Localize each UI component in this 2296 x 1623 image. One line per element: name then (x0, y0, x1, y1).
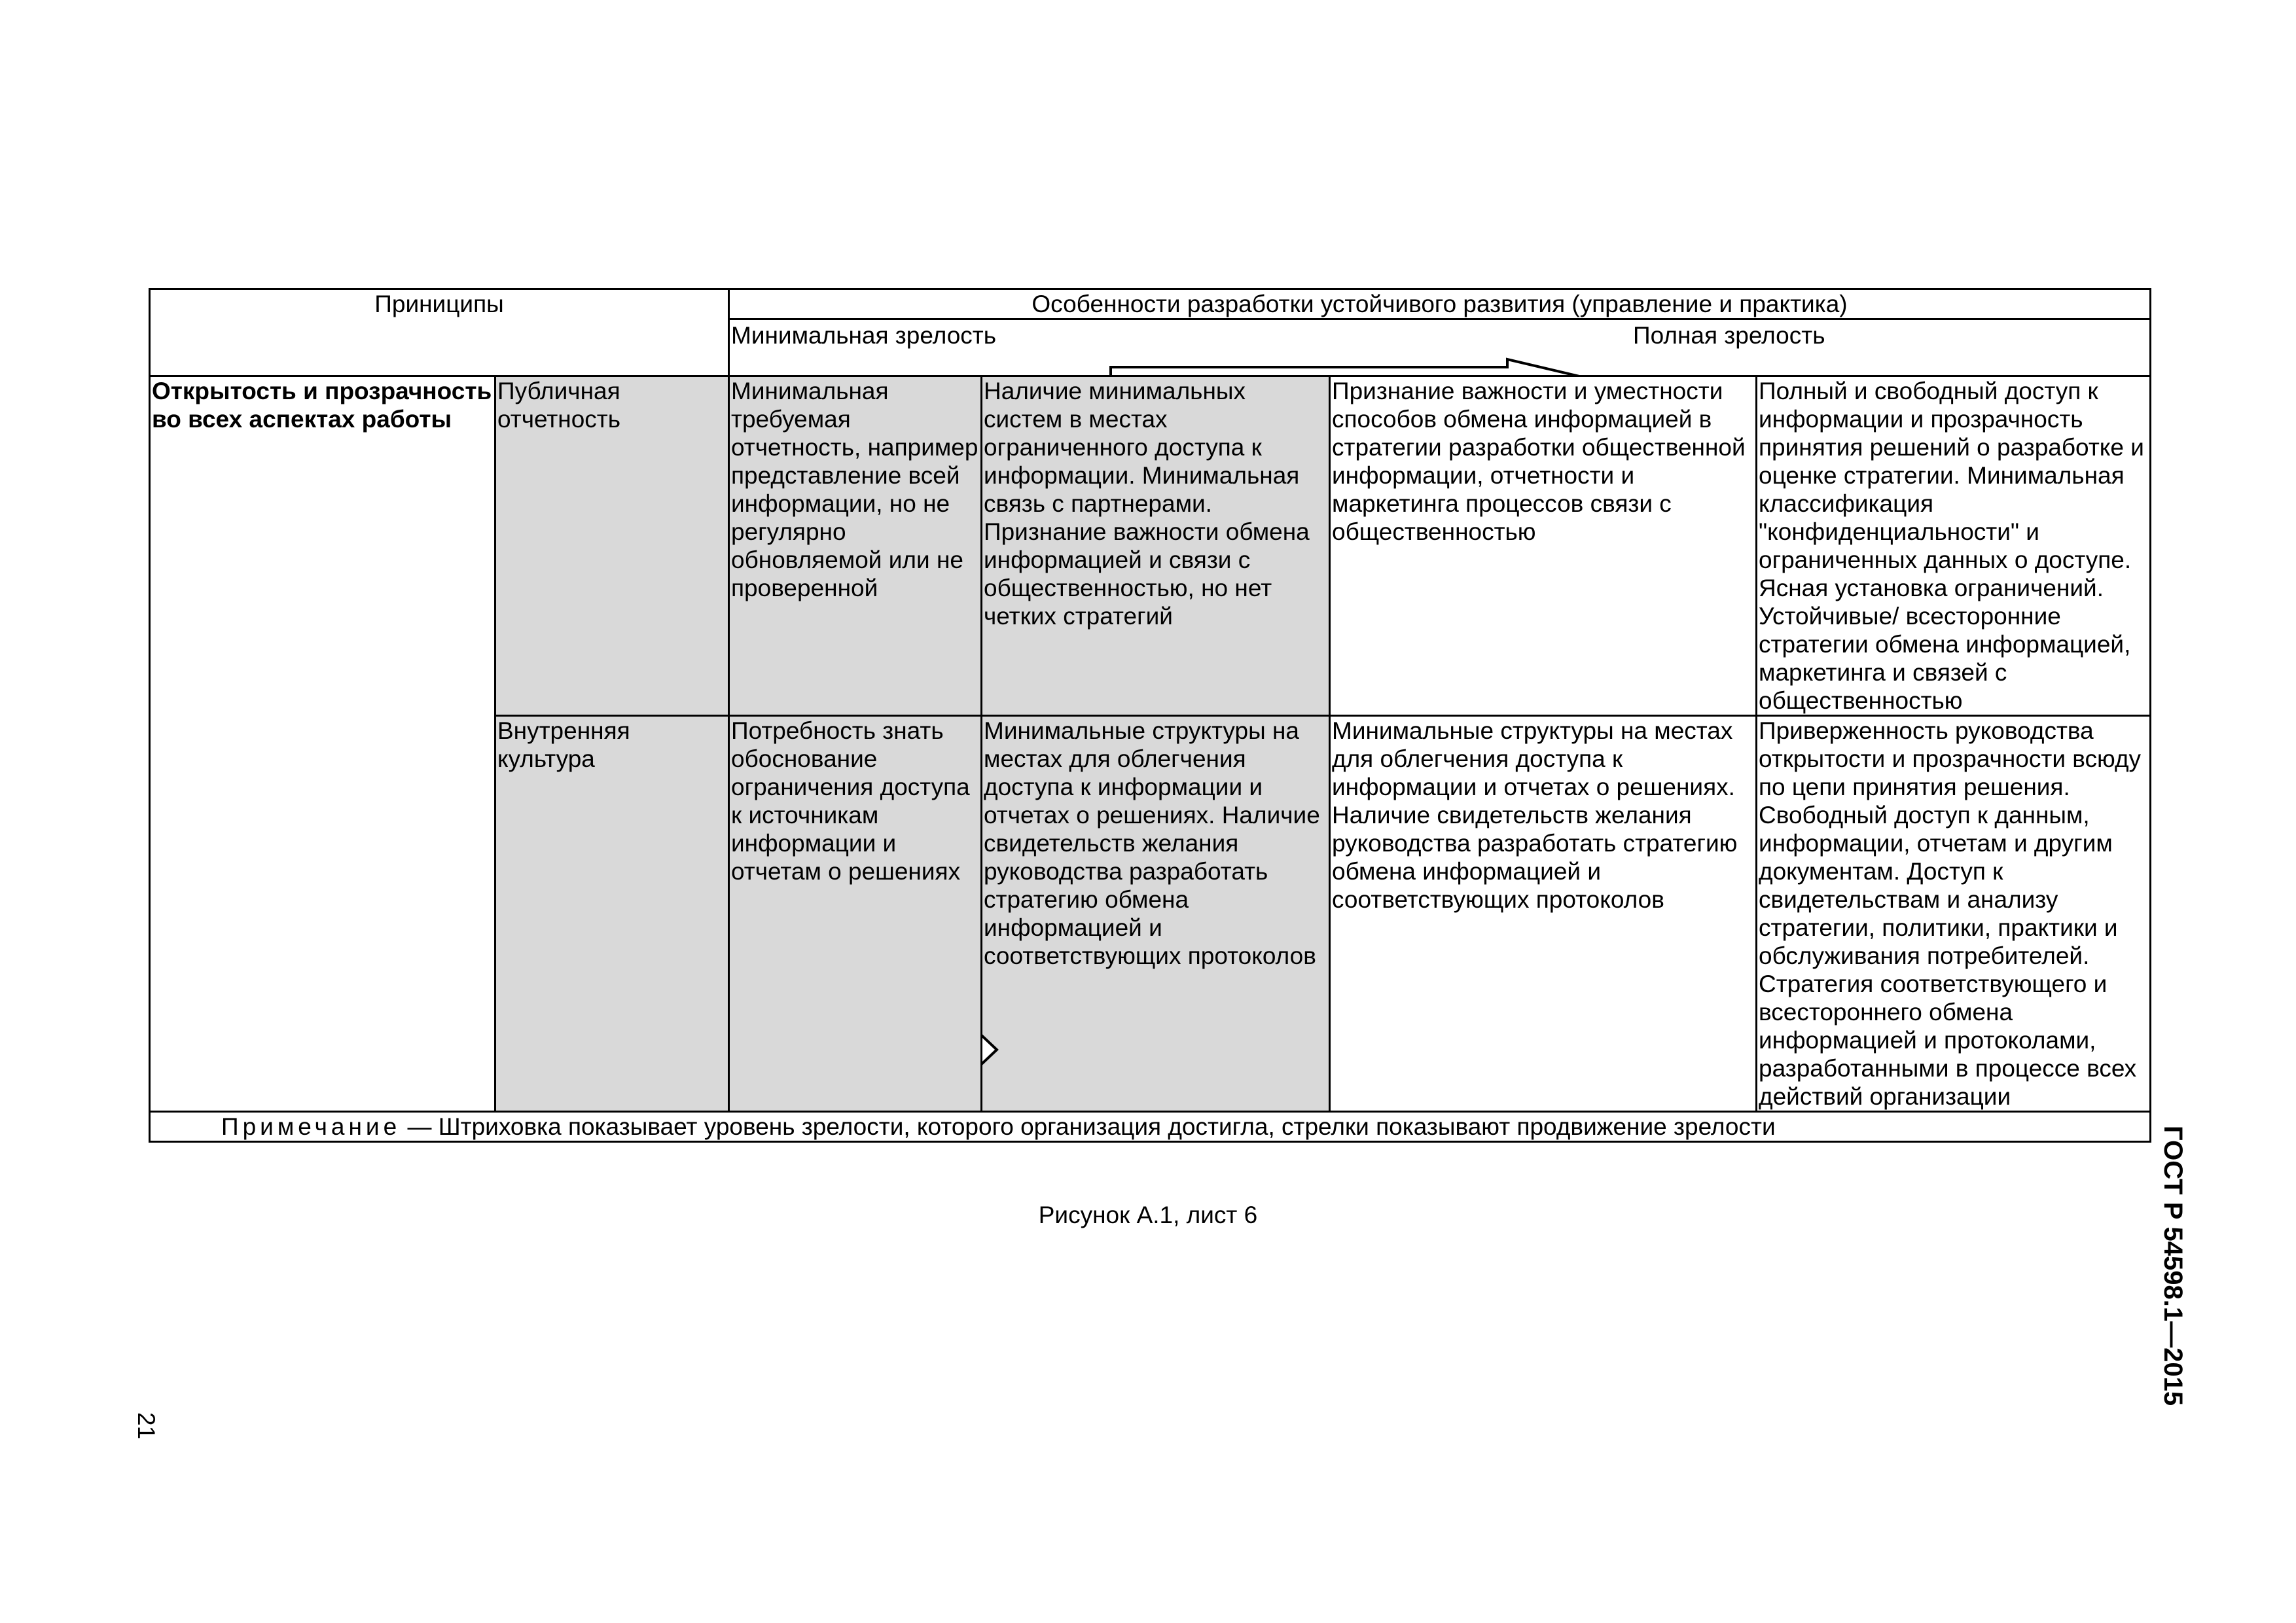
level-3-cell: Минимальные структуры на местах для облегчения доступа к информации и отчетах о решениях. Наличие свидетельств желания руководства разработать стратегию обмена информацией и соответствующих протоколов (1330, 716, 1757, 1112)
header-maturity-scale (729, 319, 2151, 376)
header-features: Особенности разработки устойчивого развития (управление и практика) (729, 289, 2151, 319)
progress-arrow-icon (982, 1014, 1001, 1086)
level-2-cell: Наличие минимальных систем в местах ограниченного доступа к информации. Минимальная связь с партнерами. Признание важности обмена информацией и связи с общественностью, но нет четких стратегий (982, 376, 1330, 716)
min-maturity-label: Минимальная зрелость (731, 322, 996, 349)
header-row (150, 289, 2151, 319)
level-4-cell: Полный и свободный доступ к информации и прозрачность принятия решений о разработке и оценке стратегии. Минимальная классификация "конфиденциальности" и ограниченных данных о доступе. Ясная установка ограничений. Устойчивые/ всесторонние стратегии обмена информацией, маркетинга и связей с общественностью (1757, 376, 2151, 716)
level-1-cell: Потребность знать обоснование ограничения доступа к источникам информации и отчетам о решениях (729, 716, 982, 1112)
table-row (150, 376, 2151, 716)
level-3-cell: Признание важности и уместности способов обмена информацией в стратегии разработки общественной информации, отчетности и маркетинга процессов связи с общественностью (1330, 376, 1757, 716)
page-number: 21 (133, 1412, 160, 1440)
note-text: — Штриховка показывает уровень зрелости, которого организация достигла, стрелки показывают продвижение зрелости (401, 1113, 1776, 1140)
level-4-cell: Приверженность руководства открытости и прозрачности всюду по цепи принятия решения. Свободный доступ к данным, информации, отчетам и другим документам. Доступ к свидетельствам и анализу стратегии, политики, практики и обслуживания потребителей. Стратегия соответствующего и всестороннего обмена информацией и протоколами, разработанными в процессе всех действий организации (1757, 716, 2151, 1112)
figure-caption: Рисунок А.1, лист 6 (1038, 1202, 1258, 1228)
level-2-cell (982, 716, 1330, 1112)
level-2-text: Минимальные структуры на местах для облегчения доступа к информации и отчетах о решениях. Наличие свидетельств желания руководства разработать стратегию обмена информацией и соответствующих протоколов (984, 717, 1320, 969)
aspect-cell: Публичная отчетность (495, 376, 729, 716)
level-1-cell: Минимальная требуемая отчетность, например представление всей информации, но не регулярно обновляемой или не проверенной (729, 376, 982, 716)
full-maturity-label: Полная зрелость (1633, 322, 1825, 349)
note-label: Примечание (221, 1113, 401, 1140)
maturity-arrow-icon (1108, 357, 1592, 376)
principle-cell: Открытость и прозрачность во всех аспектах работы (150, 376, 495, 1112)
aspect-cell: Внутренняя культура (495, 716, 729, 1112)
note-cell (150, 1112, 2151, 1142)
standard-designation: ГОСТ Р 54598.1—2015 (2159, 1126, 2187, 1406)
maturity-matrix-table (149, 288, 2151, 1143)
note-row (150, 1112, 2151, 1142)
header-principles: Приниципы (150, 289, 729, 376)
